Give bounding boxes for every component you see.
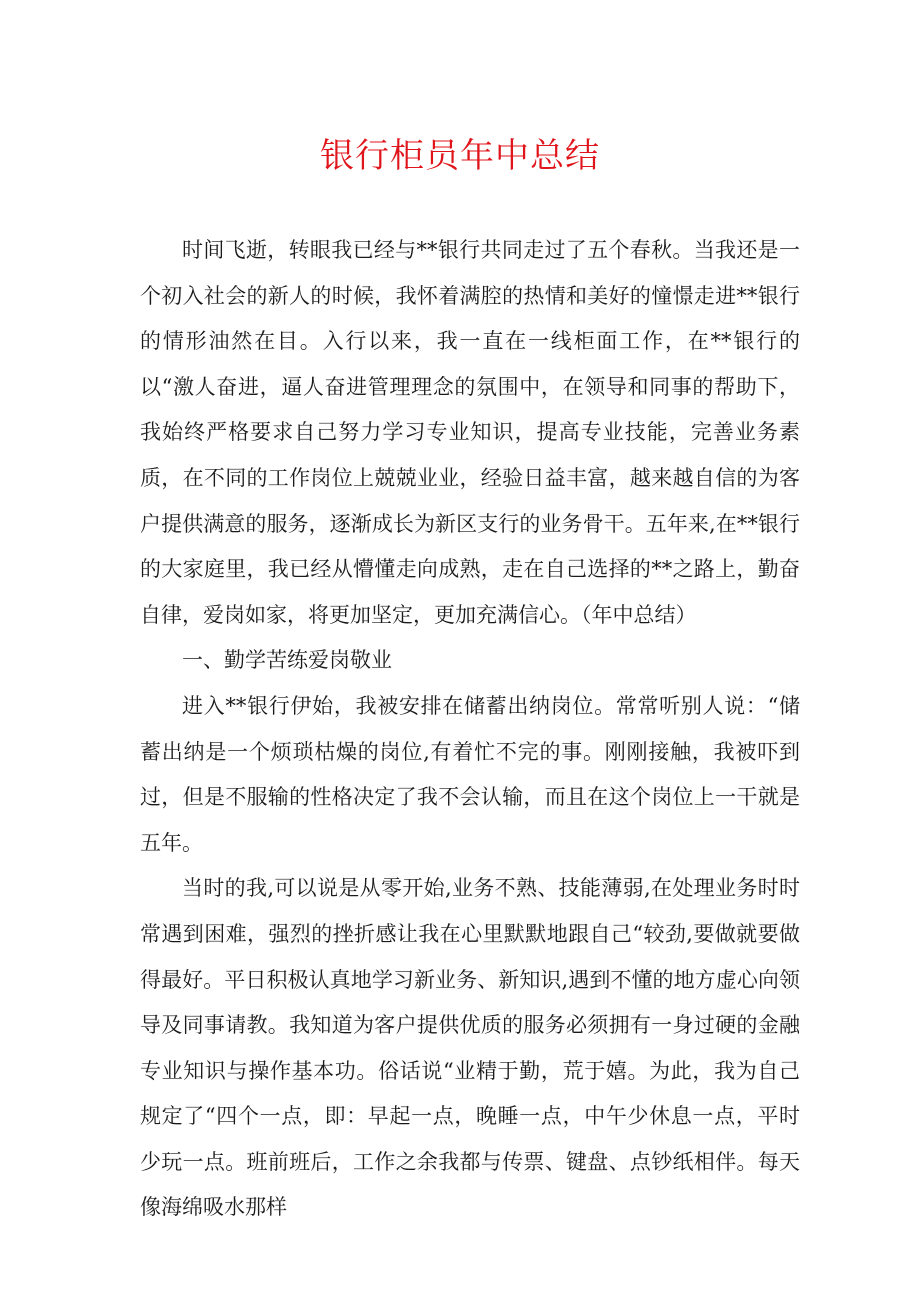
paragraph-section-two: 当时的我,可以说是从零开始,业务不熟、技能薄弱,在处理业务时时常遇到困难，强烈的挫折感让我在心里默默地跟自己“较劲,要做就要做得最好。平日积极认真地学习新业务、新知识,遇到不懂的地方虚心向领导及同事请教。我知道为客户提供优质的服务必须拥有一身过硬的金融专业知识与操作基本功。俗话说“业精于勤，荒于嬉。为此，我为自己规定了“四个一点，即：早起一点，晚睡一点，中午少休息一点，平时少玩一点。班前班后，工作之余我都与传票、键盘、点钞纸相伴。每天像海绵吸水那样 xyxy=(140,876,800,1220)
section-heading: 一、勤学苦练爱岗敬业 xyxy=(182,648,392,673)
paragraph-section-one: 进入**银行伊始，我被安排在储蓄出纳岗位。常常听别人说：“储蓄出纳是一个烦琐枯燥的岗位,有着忙不完的事。刚刚接触，我被吓到过，但是不服输的性格决定了我不会认输，而且在这个岗位上一干就是五年。 xyxy=(140,693,800,855)
paragraph-intro: 时间飞逝，转眼我已经与**银行共同走过了五个春秋。当我还是一个初入社会的新人的时候，我怀着满腔的热情和美好的憧憬走进**银行的情形油然在目。入行以来，我一直在一线柜面工作，在**银行的以“激人奋进，逼人奋进管理理念的氛围中，在领导和同事的帮助下，我始终严格要求自己努力学习专业知识，提高专业技能，完善业务素质，在不同的工作岗位上兢兢业业，经验日益丰富，越来越自信的为客户提供满意的服务，逐渐成长为新区支行的业务骨干。五年来,在**银行的大家庭里，我已经从懵懂走向成熟，走在自己选择的**之路上，勤奋自律，爱岗如家，将更加坚定，更加充满信心。（年中总结） xyxy=(140,238,800,627)
document-body xyxy=(140,228,800,1231)
page-title: 银行柜员年中总结 xyxy=(320,136,600,176)
